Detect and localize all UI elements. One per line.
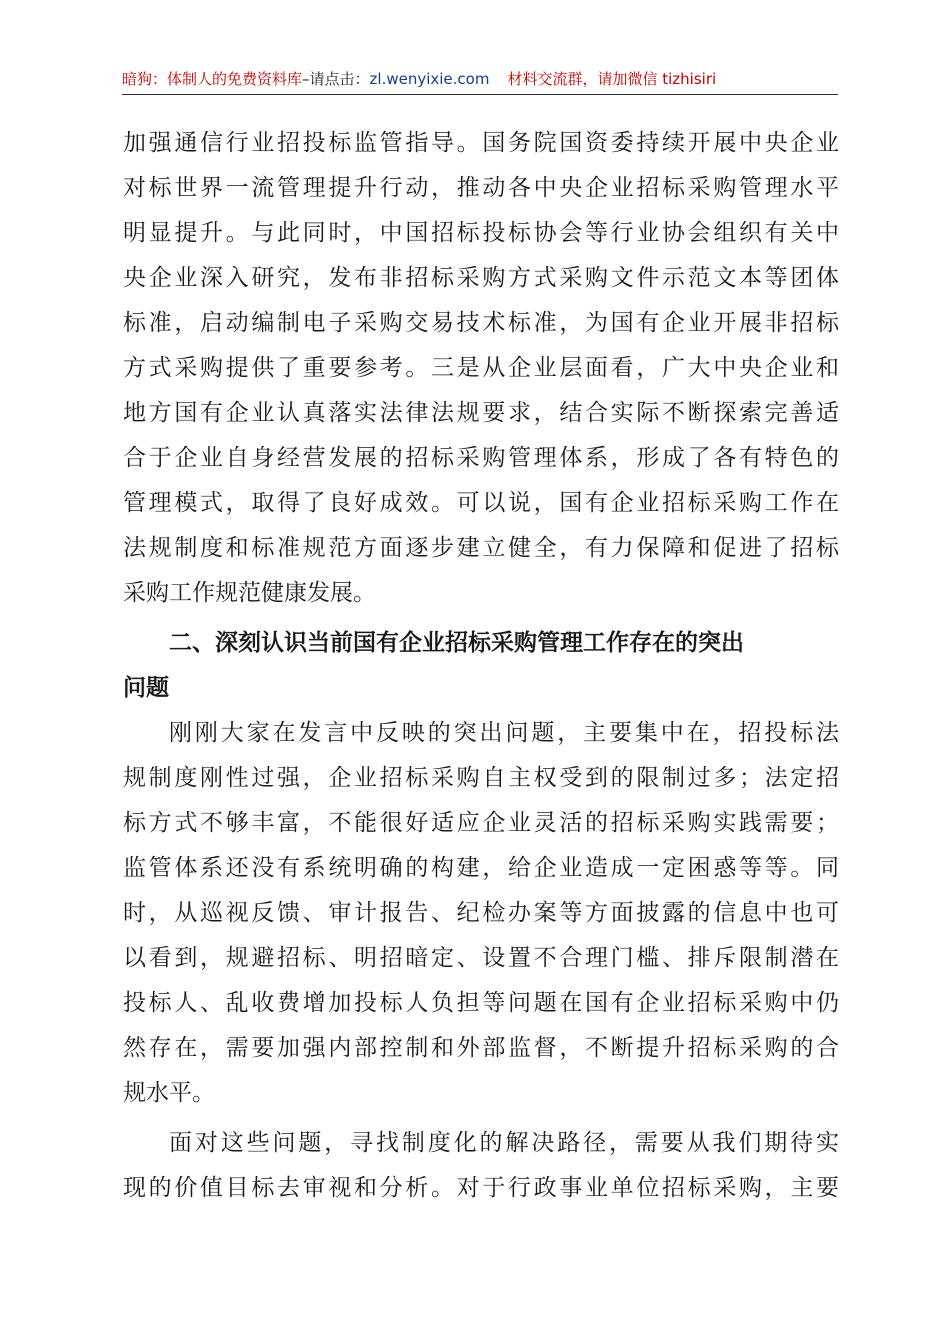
text-line: 标方式不够丰富，不能很好适应企业灵活的招标采购实践需要；	[123, 810, 839, 836]
text-line: 刚刚大家在发言中反映的突出问题，主要集中在，招投标法	[169, 720, 839, 746]
text-line: 合于企业自身经营发展的招标采购管理体系，形成了各有特色的	[123, 445, 839, 471]
text-line: 标准，启动编制电子采购交易技术标准，为国有企业开展非招标	[123, 310, 839, 336]
paragraph-3	[123, 1121, 839, 1211]
text-line: 时，从巡视反馈、审计报告、纪检办案等方面披露的信息中也可	[123, 900, 839, 926]
page-header	[122, 66, 838, 92]
text-line: 现的价值目标去审视和分析。对于行政事业单位招标采购，主要	[123, 1175, 839, 1201]
text-line: 管理模式，取得了良好成效。可以说，国有企业招标采购工作在	[123, 490, 839, 516]
document-body	[123, 121, 839, 1211]
text-line: 法规制度和标准规范方面逐步建立健全，有力保障和促进了招标	[123, 535, 839, 561]
text-line: 以看到，规避招标、明招暗定、设置不合理门槛、排斥限制潜在	[123, 945, 839, 971]
text-line: 然存在，需要加强内部控制和外部监督，不断提升招标采购的合	[123, 1035, 839, 1061]
heading-line: 问题	[123, 675, 169, 701]
text-line: 规制度刚性过强，企业招标采购自主权受到的限制过多；法定招	[123, 765, 839, 791]
text-line: 对标世界一流管理提升行动，推动各中央企业招标采购管理水平	[123, 175, 839, 201]
section-heading	[123, 621, 839, 711]
header-brand: 暗狗：体制人的免费资料库	[122, 70, 303, 88]
header-divider	[122, 94, 838, 95]
text-line: 明显提升。与此同时，中国招标投标协会等行业协会组织有关中	[123, 220, 839, 246]
text-line: 加强通信行业招投标监管指导。国务院国资委持续开展中央企业	[123, 130, 839, 156]
text-line: 投标人、乱收费增加投标人负担等问题在国有企业招标采购中仍	[123, 990, 839, 1016]
text-line: 面对这些问题，寻找制度化的解决路径，需要从我们期待实	[169, 1130, 839, 1156]
text-line: 央企业深入研究，发布非招标采购方式采购文件示范文本等团体	[123, 265, 839, 291]
text-line: 方式采购提供了重要参考。三是从企业层面看，广大中央企业和	[123, 355, 839, 381]
paragraph-2	[123, 711, 839, 1116]
header-url-link[interactable]: zl.wenyixie.com	[369, 70, 490, 88]
text-line: 规水平。	[123, 1080, 215, 1106]
paragraph-1	[123, 121, 839, 616]
header-group-text: 材料交流群，请加微信 tizhisiri	[507, 70, 717, 88]
heading-line: 二、深刻认识当前国有企业招标采购管理工作存在的突出	[169, 630, 744, 656]
text-line: 监管体系还没有系统明确的构建，给企业造成一定困惑等等。同	[123, 855, 839, 881]
header-click-prefix: –请点击：	[302, 70, 370, 88]
text-line: 地方国有企业认真落实法律法规要求，结合实际不断探索完善适	[123, 400, 839, 426]
text-line: 采购工作规范健康发展。	[123, 580, 376, 606]
